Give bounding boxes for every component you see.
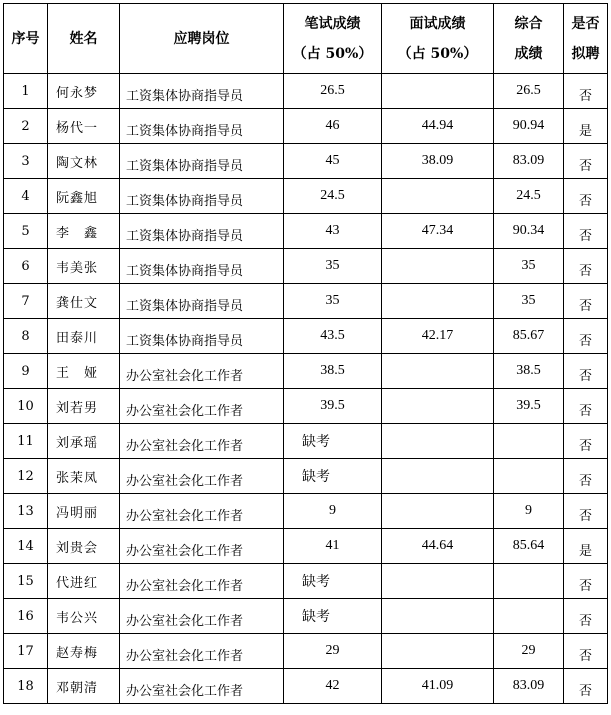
cell-hire-status: 否: [564, 634, 608, 669]
cell-interview-score: 47.34: [382, 214, 494, 249]
cell-total-score: [494, 424, 564, 459]
cell-seq: 7: [4, 284, 48, 319]
header-written-line2: （占 50%）: [292, 45, 373, 62]
cell-seq: 17: [4, 634, 48, 669]
cell-position: 工资集体协商指导员: [120, 319, 284, 354]
header-row: [4, 4, 608, 74]
cell-position: 工资集体协商指导员: [120, 284, 284, 319]
cell-name: 陶文林: [48, 144, 120, 179]
cell-written-score: 缺考: [284, 424, 382, 459]
cell-written-score: 26.5: [284, 74, 382, 109]
cell-interview-score: 38.09: [382, 144, 494, 179]
cell-total-score: 39.5: [494, 389, 564, 424]
cell-written-score: 9: [284, 494, 382, 529]
cell-name: 李 鑫: [48, 214, 120, 249]
cell-total-score: 83.09: [494, 669, 564, 704]
cell-position: 工资集体协商指导员: [120, 214, 284, 249]
cell-position: 工资集体协商指导员: [120, 249, 284, 284]
header-hire-line1: 是否: [571, 15, 600, 32]
cell-seq: 3: [4, 144, 48, 179]
results-table-container: [3, 3, 608, 704]
cell-total-score: 85.64: [494, 529, 564, 564]
cell-hire-status: 否: [564, 284, 608, 319]
cell-written-score: 35: [284, 284, 382, 319]
cell-position: 办公室社会化工作者: [120, 564, 284, 599]
cell-interview-score: [382, 249, 494, 284]
cell-seq: 10: [4, 389, 48, 424]
cell-seq: 15: [4, 564, 48, 599]
cell-interview-score: [382, 564, 494, 599]
cell-seq: 14: [4, 529, 48, 564]
cell-hire-status: 否: [564, 494, 608, 529]
cell-written-score: 29: [284, 634, 382, 669]
cell-seq: 8: [4, 319, 48, 354]
table-row: [4, 214, 608, 249]
cell-name: 韦公兴: [48, 599, 120, 634]
cell-hire-status: 否: [564, 459, 608, 494]
cell-position: 办公室社会化工作者: [120, 634, 284, 669]
cell-written-score: 43: [284, 214, 382, 249]
cell-position: 办公室社会化工作者: [120, 389, 284, 424]
cell-seq: 6: [4, 249, 48, 284]
cell-name: 何永梦: [48, 74, 120, 109]
header-hire: [564, 4, 608, 74]
cell-position: 办公室社会化工作者: [120, 669, 284, 704]
cell-interview-score: [382, 424, 494, 459]
cell-written-score: 42: [284, 669, 382, 704]
cell-seq: 1: [4, 74, 48, 109]
header-interview-line2: （占 50%）: [397, 45, 478, 62]
cell-total-score: 38.5: [494, 354, 564, 389]
cell-written-score: 38.5: [284, 354, 382, 389]
cell-hire-status: 否: [564, 564, 608, 599]
header-total-line2: 成绩: [514, 45, 543, 62]
cell-name: 邓朝清: [48, 669, 120, 704]
cell-total-score: 26.5: [494, 74, 564, 109]
table-row: [4, 599, 608, 634]
cell-position: 办公室社会化工作者: [120, 459, 284, 494]
cell-hire-status: 否: [564, 319, 608, 354]
cell-name: 代进红: [48, 564, 120, 599]
cell-interview-score: [382, 74, 494, 109]
header-name: 姓名: [48, 4, 120, 74]
cell-interview-score: 41.09: [382, 669, 494, 704]
cell-name: 刘贵会: [48, 529, 120, 564]
table-row: [4, 284, 608, 319]
cell-total-score: [494, 459, 564, 494]
cell-position: 办公室社会化工作者: [120, 599, 284, 634]
cell-interview-score: [382, 494, 494, 529]
cell-hire-status: 否: [564, 214, 608, 249]
cell-name: 冯明丽: [48, 494, 120, 529]
cell-written-score: 缺考: [284, 459, 382, 494]
cell-position: 工资集体协商指导员: [120, 144, 284, 179]
cell-hire-status: 否: [564, 249, 608, 284]
table-row: [4, 494, 608, 529]
cell-position: 办公室社会化工作者: [120, 424, 284, 459]
cell-total-score: 35: [494, 284, 564, 319]
cell-written-score: 缺考: [284, 599, 382, 634]
table-row: [4, 389, 608, 424]
table-row: [4, 669, 608, 704]
cell-name: 韦美张: [48, 249, 120, 284]
table-row: [4, 319, 608, 354]
cell-interview-score: [382, 179, 494, 214]
cell-name: 刘承瑶: [48, 424, 120, 459]
header-total-line1: 综合: [514, 15, 543, 32]
cell-total-score: 24.5: [494, 179, 564, 214]
cell-written-score: 45: [284, 144, 382, 179]
header-hire-line2: 拟聘: [571, 45, 600, 62]
cell-total-score: 35: [494, 249, 564, 284]
cell-seq: 16: [4, 599, 48, 634]
cell-position: 工资集体协商指导员: [120, 74, 284, 109]
cell-position: 工资集体协商指导员: [120, 109, 284, 144]
cell-name: 张茉凤: [48, 459, 120, 494]
cell-name: 刘若男: [48, 389, 120, 424]
cell-interview-score: 44.64: [382, 529, 494, 564]
table-row: [4, 459, 608, 494]
cell-seq: 4: [4, 179, 48, 214]
table-row: [4, 354, 608, 389]
cell-written-score: 46: [284, 109, 382, 144]
cell-total-score: 83.09: [494, 144, 564, 179]
table-body: [4, 74, 608, 704]
cell-hire-status: 否: [564, 424, 608, 459]
cell-name: 杨代一: [48, 109, 120, 144]
cell-seq: 18: [4, 669, 48, 704]
cell-written-score: 43.5: [284, 319, 382, 354]
cell-position: 办公室社会化工作者: [120, 529, 284, 564]
cell-total-score: [494, 564, 564, 599]
header-interview-line1: 面试成绩: [409, 15, 466, 32]
cell-total-score: 29: [494, 634, 564, 669]
cell-name: 赵寿梅: [48, 634, 120, 669]
table-row: [4, 74, 608, 109]
header-position: 应聘岗位: [120, 4, 284, 74]
cell-written-score: 24.5: [284, 179, 382, 214]
cell-interview-score: 42.17: [382, 319, 494, 354]
cell-interview-score: [382, 599, 494, 634]
cell-interview-score: 44.94: [382, 109, 494, 144]
cell-total-score: 85.67: [494, 319, 564, 354]
cell-position: 办公室社会化工作者: [120, 494, 284, 529]
cell-seq: 11: [4, 424, 48, 459]
cell-name: 王 娅: [48, 354, 120, 389]
cell-interview-score: [382, 284, 494, 319]
table-row: [4, 564, 608, 599]
cell-seq: 5: [4, 214, 48, 249]
header-written-line1: 笔试成绩: [304, 15, 361, 32]
header-total: [494, 4, 564, 74]
table-row: [4, 634, 608, 669]
cell-written-score: 39.5: [284, 389, 382, 424]
cell-seq: 12: [4, 459, 48, 494]
cell-name: 阮鑫旭: [48, 179, 120, 214]
results-table: [3, 3, 608, 704]
cell-interview-score: [382, 459, 494, 494]
cell-interview-score: [382, 389, 494, 424]
cell-total-score: 9: [494, 494, 564, 529]
cell-written-score: 35: [284, 249, 382, 284]
cell-total-score: [494, 599, 564, 634]
cell-total-score: 90.94: [494, 109, 564, 144]
table-row: [4, 109, 608, 144]
cell-hire-status: 否: [564, 144, 608, 179]
cell-position: 工资集体协商指导员: [120, 179, 284, 214]
table-row: [4, 529, 608, 564]
table-row: [4, 179, 608, 214]
cell-interview-score: [382, 354, 494, 389]
cell-seq: 2: [4, 109, 48, 144]
cell-total-score: 90.34: [494, 214, 564, 249]
table-row: [4, 249, 608, 284]
cell-seq: 13: [4, 494, 48, 529]
cell-hire-status: 否: [564, 389, 608, 424]
cell-position: 办公室社会化工作者: [120, 354, 284, 389]
cell-written-score: 41: [284, 529, 382, 564]
table-row: [4, 424, 608, 459]
cell-hire-status: 是: [564, 529, 608, 564]
header-written: [284, 4, 382, 74]
cell-interview-score: [382, 634, 494, 669]
cell-hire-status: 否: [564, 599, 608, 634]
cell-name: 田泰川: [48, 319, 120, 354]
cell-name: 龚仕文: [48, 284, 120, 319]
cell-hire-status: 否: [564, 669, 608, 704]
header-interview: [382, 4, 494, 74]
cell-hire-status: 否: [564, 74, 608, 109]
cell-hire-status: 否: [564, 354, 608, 389]
cell-written-score: 缺考: [284, 564, 382, 599]
table-row: [4, 144, 608, 179]
header-seq: 序号: [4, 4, 48, 74]
cell-hire-status: 否: [564, 179, 608, 214]
cell-seq: 9: [4, 354, 48, 389]
cell-hire-status: 是: [564, 109, 608, 144]
